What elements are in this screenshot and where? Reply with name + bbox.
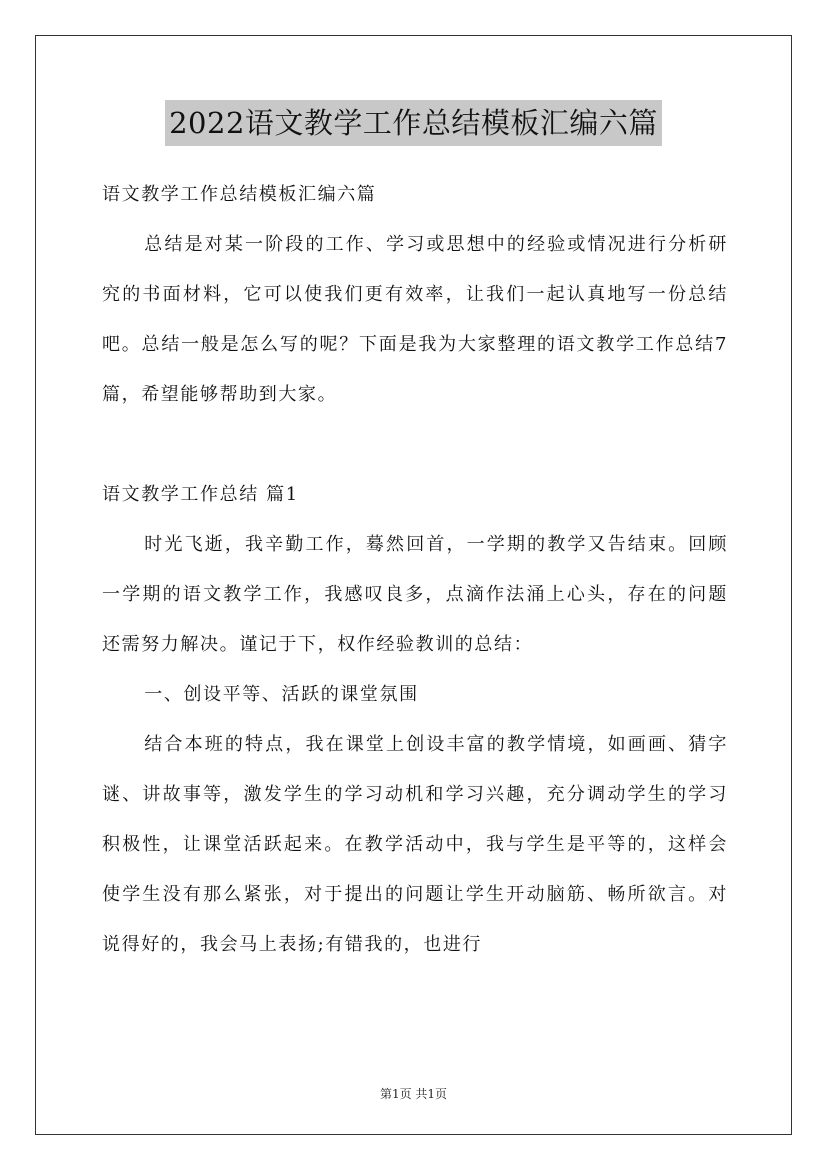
subheading-1: 一、创设平等、活跃的课堂氛围 xyxy=(144,684,419,705)
document-body xyxy=(102,170,728,970)
body-paragraph-2: 结合本班的特点，我在课堂上创设丰富的教学情境，如画画、猜字谜、讲故事等，激发学生的学习动机和学习兴趣，充分调动学生的学习积极性，让课堂活跃起来。在教学活动中，我与学生是平等的，这样会使学生没有那么紧张，对于提出的问题让学生开动脑筋、畅所欲言。对说得好的，我会马上表扬;有错我的，也进行 xyxy=(102,734,728,955)
page-footer: 第1页 共1页 xyxy=(379,1087,448,1101)
document-subtitle: 语文教学工作总结模板汇编六篇 xyxy=(102,184,377,205)
intro-paragraph: 总结是对某一阶段的工作、学习或思想中的经验或情况进行分析研究的书面材料，它可以使我们更有效率，让我们一起认真地写一份总结吧。总结一般是怎么写的呢？下面是我为大家整理的语文教学工作总结7篇，希望能够帮助到大家。 xyxy=(102,234,728,405)
paragraph-gap xyxy=(102,420,728,470)
document-title: 2022语文教学工作总结模板汇编六篇 xyxy=(165,100,662,146)
title-container xyxy=(0,100,827,146)
body-paragraph-1: 时光飞逝，我辛勤工作，蓦然回首，一学期的教学又告结束。回顾一学期的语文教学工作，我感叹良多，点滴作法涌上心头，存在的问题还需努力解决。谨记于下，权作经验教训的总结： xyxy=(102,534,728,655)
section-heading: 语文教学工作总结 篇1 xyxy=(102,484,299,505)
